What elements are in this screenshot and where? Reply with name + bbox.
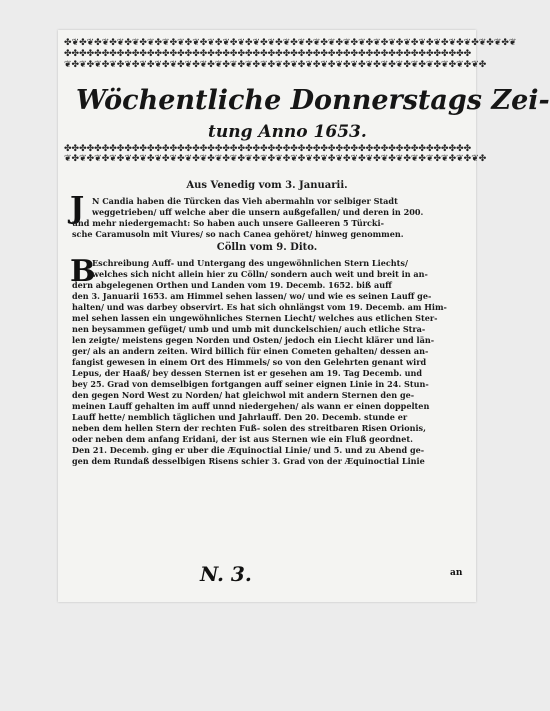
newspaper-page bbox=[58, 30, 550, 602]
text-line: bey 25. Grad von demselbigen fortgangen auff seiner eignen Linie in 24. Stun- bbox=[72, 379, 429, 389]
text-line: dern abgelegenen Orthen und Landen vom 19. Decemb. 1652. biß auff bbox=[72, 280, 392, 290]
masthead-title: Wöchentliche Donnerstags Zei- bbox=[76, 85, 550, 116]
text-line: oder neben dem anfang Eridani, der ist aus Sternen wie ein Fluß geordnet. bbox=[72, 434, 413, 444]
text-line: den 3. Januarii 1653. am Himmel sehen lassen/ wo/ und wie es seinen Lauff ge- bbox=[72, 291, 432, 301]
dropcap-venice: J bbox=[70, 191, 85, 226]
text-line: weggetrieben/ uff welche aber die unsern außgefallen/ und deren in 200. bbox=[92, 207, 424, 217]
text-line: N Candia haben die Türcken das Vieh abermahln vor selbiger Stadt bbox=[92, 196, 398, 206]
text-line: mel sehen lassen ein ungewöhnliches Sternen Liecht/ welches aus etlichen Ster- bbox=[72, 313, 438, 323]
dateline-venice: Aus Venedig vom 3. Januarii. bbox=[186, 180, 348, 191]
text-line: Lepus, der Haaß/ bey dessen Sternen ist er gesehen am 19. Tag Decemb. und bbox=[72, 368, 423, 378]
ornament-band-mid: ✤✤✤✤✤✤✤✤✤✤✤✤✤✤✤✤✤✤✤✤✤✤✤✤✤✤✤✤✤✤✤✤✤✤✤✤✤✤✤✤✤✤✤✤✤✤✤✤✤✤✤✤✤✤ bbox=[64, 49, 472, 59]
text-line: welches sich nicht allein hier zu Cölln/ sondern auch weit und breit in an- bbox=[92, 269, 428, 279]
text-line: Lauff hette/ nemblich täglichen und Jahrlauff. Den 20. Decemb. stunde er bbox=[72, 412, 408, 422]
dropcap-cologne: B bbox=[70, 254, 96, 289]
text-line: meinen Lauff gehalten im auff unnd niedergehen/ als wann er einen doppelten bbox=[72, 401, 430, 411]
text-line: und mehr niedergemacht: So haben auch unsere Galleeren 5 Türcki- bbox=[72, 218, 384, 228]
text-line: Eschreibung Auff- und Untergang des ungewöhnlichen Stern Liechts/ bbox=[92, 258, 408, 268]
catchword: an bbox=[450, 568, 463, 578]
text-line: ger/ als an andern zeiten. Wird billich für einen Cometen gehalten/ dessen an- bbox=[72, 346, 429, 356]
text-line: halten/ und was darbey observirt. Es hat sich ohnlängst vom 19. Decemb. am Him- bbox=[72, 302, 447, 312]
text-line: sche Caramusoln mit Viures/ so nach Canea gehöret/ hinweg genommen. bbox=[72, 229, 404, 239]
masthead-subtitle: tung Anno 1653. bbox=[208, 122, 367, 142]
text-line: nen beysammen gefüget/ umb und umb mit dunckelschien/ auch etliche Stra- bbox=[72, 324, 426, 334]
text-line: neben dem hellen Stern der rechten Fuß- solen des streitbaren Risen Orionis, bbox=[72, 423, 426, 433]
text-line: Den 21. Decemb. ging er uber die Æquinoctial Linie/ und 5. und zu Abend ge- bbox=[72, 445, 425, 455]
ornament-band-under-title-2: ❦✤❦✤❦✤❦✤❦✤❦✤❦✤❦✤❦✤❦✤❦✤❦✤❦✤❦✤❦✤❦✤❦✤❦✤❦✤❦✤❦✤❦✤❦✤❦✤❦✤❦✤❦✤❦✤ bbox=[64, 154, 487, 164]
ornament-band-top: ✤❦✤❦✤❦✤❦✤❦✤❦✤❦✤❦✤❦✤❦✤❦✤❦✤❦✤❦✤❦✤❦✤❦✤❦✤❦✤❦✤❦✤❦✤❦✤❦✤❦✤❦✤❦✤❦✤❦✤❦ bbox=[64, 38, 517, 48]
signature-mark: N. 3. bbox=[200, 562, 252, 586]
text-line: fangist gewesen in einem Ort des Himmels/ so von den Gelehrten genant wird bbox=[72, 357, 427, 367]
dateline-cologne: Cölln vom 9. Dito. bbox=[216, 242, 318, 253]
text-line: gen dem Rundaß desselbigen Risens schier 3. Grad von der Æquinoctial Linie bbox=[72, 456, 425, 466]
ornament-band-lower: ❦✤❦✤❦✤❦✤❦✤❦✤❦✤❦✤❦✤❦✤❦✤❦✤❦✤❦✤❦✤❦✤❦✤❦✤❦✤❦✤❦✤❦✤❦✤❦✤❦✤❦✤❦✤❦✤ bbox=[64, 60, 487, 70]
text-line: den gegen Nord West zu Norden/ hat gleichwol mit andern Sternen den ge- bbox=[72, 390, 415, 400]
ornament-band-under-title-1: ✤✤✤✤✤✤✤✤✤✤✤✤✤✤✤✤✤✤✤✤✤✤✤✤✤✤✤✤✤✤✤✤✤✤✤✤✤✤✤✤✤✤✤✤✤✤✤✤✤✤✤✤✤✤ bbox=[64, 144, 472, 154]
text-line: len zeigte/ meistens gegen Norden und Osten/ jedoch ein Liecht klärer und län- bbox=[72, 335, 435, 345]
